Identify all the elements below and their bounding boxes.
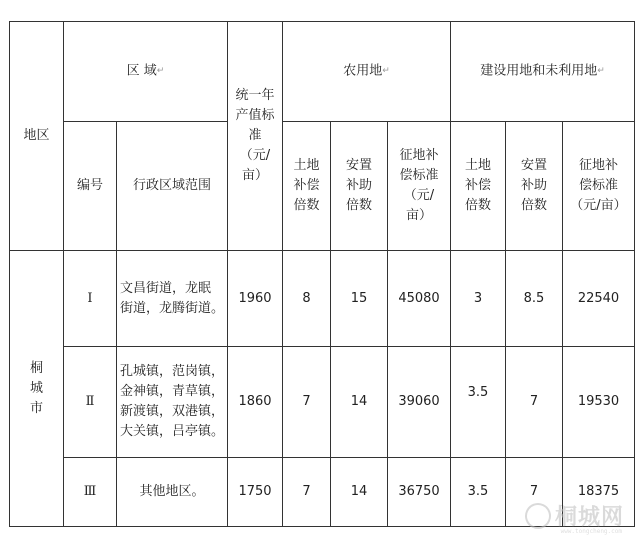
row-c-std: 18375 [563,458,635,527]
header-code: 编号 [64,122,117,251]
header-c-resettle-multiple: 安置 补助 倍数 [506,122,563,251]
row-c-land-comp: 3 [451,251,506,347]
row-c-resettle: 7 [506,347,563,458]
row-value: 1860 [228,347,283,458]
row-std: 45080 [388,251,451,347]
table-row [10,347,635,458]
header-construction: 建设用地和未利用地↵ [451,22,635,122]
row-resettle: 14 [331,347,388,458]
row-scope: 文昌街道，龙眠 街道，龙腾街道。 [117,251,228,347]
row-resettle: 15 [331,251,388,347]
city-cell: 桐 城 市 [10,251,64,527]
header-admin-scope: 行政区域范围 [117,122,228,251]
row-land-comp: 7 [283,458,331,527]
row-c-land-comp: 3.5 [451,458,506,527]
row-code: Ⅰ [64,251,117,347]
watermark-url: www.tongcheng.com [560,528,622,535]
row-scope: 孔城镇，范岗镇， 金神镇，青草镇， 新渡镇，双港镇， 大关镇，吕亭镇。 [117,347,228,458]
watermark-logo-icon [521,499,554,532]
header-land-comp-multiple: 土地 补偿 倍数 [283,122,331,251]
header-zone: 区 域↵ [64,22,228,122]
row-c-std: 22540 [563,251,635,347]
row-std: 39060 [388,347,451,458]
row-scope: 其他地区。 [117,458,228,527]
header-farmland-std: 征地补 偿标准 （元/ 亩） [388,122,451,251]
row-code: Ⅲ [64,458,117,527]
row-resettle: 14 [331,458,388,527]
header-unified-value: 统一年 产值标 准 （元/ 亩） [228,22,283,251]
site-watermark [525,503,624,535]
row-std: 36750 [388,458,451,527]
row-c-resettle: 7 [506,458,563,527]
row-c-std: 19530 [563,347,635,458]
row-c-resettle: 8.5 [506,251,563,347]
row-value: 1750 [228,458,283,527]
row-value: 1960 [228,251,283,347]
row-land-comp: 7 [283,347,331,458]
row-land-comp: 8 [283,251,331,347]
row-code: Ⅱ [64,347,117,458]
watermark-text: 桐城网 [554,505,624,530]
table-row [10,251,635,347]
header-c-land-comp-multiple: 土地 补偿 倍数 [451,122,506,251]
row-c-land-comp: 3.5 [451,347,506,458]
header-c-std: 征地补 偿标准 （元/亩） [563,122,635,251]
header-resettle-multiple: 安置 补助 倍数 [331,122,388,251]
header-farmland: 农用地↵ [283,22,451,122]
header-region: 地区 [10,22,64,251]
compensation-standards-table [9,21,635,530]
